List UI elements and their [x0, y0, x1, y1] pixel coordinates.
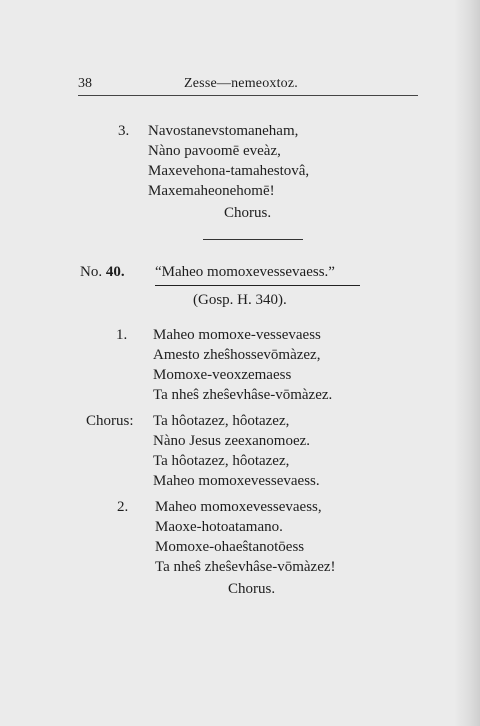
stanza-2-line-1: Maheo momoxevessevaess, [155, 499, 322, 515]
stanza-3-line-1: Navostanevstomaneham, [148, 123, 299, 139]
stanza-2-line-4: Ta nheŝ zheŝevhâse-vōmàzez! [155, 559, 336, 575]
hymn-number [80, 264, 125, 281]
header-rule [78, 95, 418, 96]
section-divider [203, 239, 303, 240]
stanza-2-number: 2. [117, 499, 129, 515]
running-header [78, 76, 418, 96]
hymn-number-label: No. [80, 264, 103, 280]
stanza-3-line-2: Nàno pavoomē eveàz, [148, 143, 281, 159]
stanza-3-chorus: Chorus. [224, 205, 272, 221]
chorus-line-3: Ta hôotazez, hôotazez, [153, 453, 290, 469]
title-underline [155, 285, 360, 286]
stanza-1-line-3: Momoxe-veoxzemaess [153, 367, 292, 383]
chorus-line-1: Ta hôotazez, hôotazez, [153, 413, 290, 429]
stanza-3-number: 3. [118, 123, 130, 139]
page-number: 38 [78, 76, 92, 91]
page-edge-shadow [454, 0, 480, 726]
running-title: Zesse—nemeoxtoz. [184, 76, 298, 91]
hymn-number-value: 40. [105, 264, 125, 280]
stanza-2-line-3: Momoxe-ohaeŝtanotōess [155, 539, 305, 555]
stanza-1-line-2: Amesto zheŝhossevōmàzez, [153, 347, 321, 363]
chorus-line-2: Nàno Jesus zeexanomoez. [153, 433, 311, 449]
hymn-title: “Maheo momoxevessevaess.” [155, 264, 335, 280]
hymn-source: (Gosp. H. 340). [193, 292, 287, 308]
stanza-3-line-3: Maxevehona-tamahestovâ, [148, 163, 310, 179]
stanza-2-line-2: Maoxe-hotoatamano. [155, 519, 283, 535]
stanza-1-number: 1. [116, 327, 128, 343]
stanza-2-chorus: Chorus. [228, 581, 276, 597]
stanza-1-line-1: Maheo momoxe-vessevaess [153, 327, 321, 343]
chorus-label: Chorus: [86, 413, 134, 429]
chorus-line-4: Maheo momoxevessevaess. [153, 473, 320, 489]
stanza-3-line-4: Maxemaheonehomē! [148, 183, 275, 199]
stanza-1-line-4: Ta nheŝ zheŝevhâse-vōmàzez. [153, 387, 333, 403]
